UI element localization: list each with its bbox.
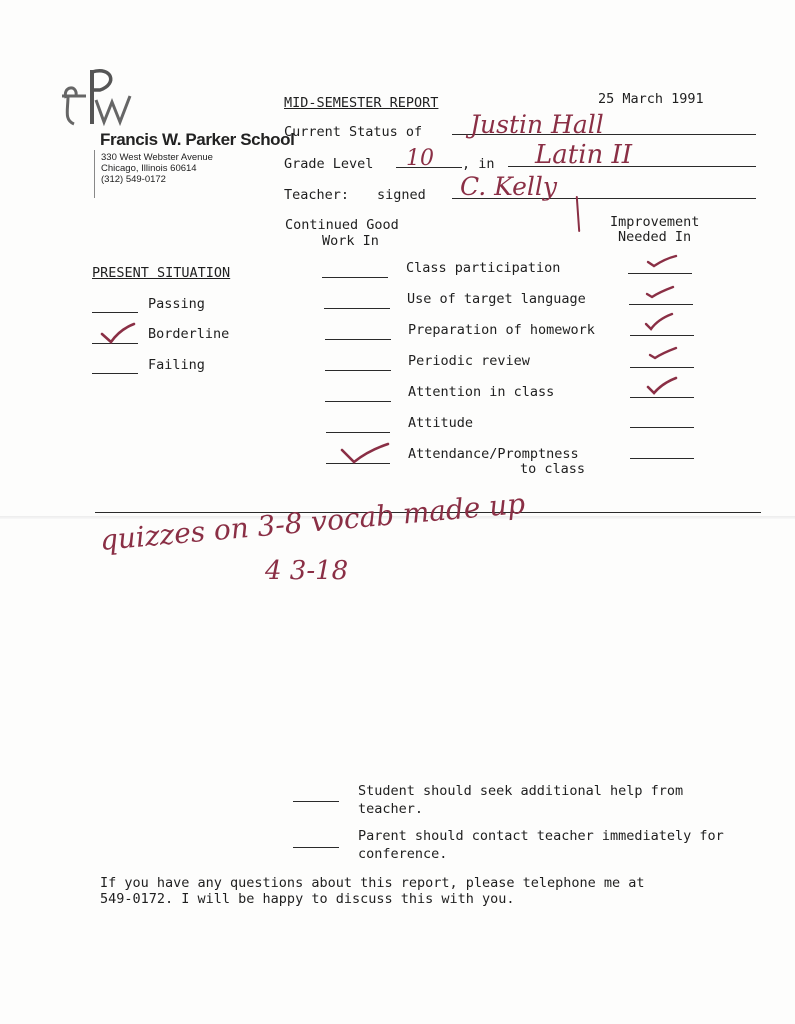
footer-line1: If you have any questions about this report, please telephone me at [100, 875, 645, 891]
signed-label: signed [377, 187, 426, 203]
handwritten-note-line1: quizzes on 3-8 vocab made up [98, 486, 527, 557]
criterion-target-language: Use of target language [407, 291, 586, 307]
school-logo-icon [56, 62, 138, 132]
school-address-line2: Chicago, Illinois 60614 [101, 163, 197, 174]
status-label: Current Status of [284, 124, 423, 140]
good-blank-4 [325, 370, 391, 371]
in-label: , in [462, 156, 495, 172]
passing-blank [92, 312, 138, 313]
school-address-line1: 330 West Webster Avenue [101, 152, 213, 163]
handwritten-note-line2: 4 3-18 [265, 556, 349, 586]
criterion-attitude: Attitude [408, 415, 474, 431]
improve-blank-6 [630, 427, 694, 428]
school-name: Francis W. Parker School [100, 130, 295, 149]
good-heading-line1: Continued Good [285, 217, 399, 233]
good-blank-6 [326, 432, 390, 433]
recommendation-blank-2 [293, 847, 339, 848]
teacher-label: Teacher: [284, 187, 350, 203]
criterion-attention: Attention in class [408, 384, 555, 400]
improve-blank-2 [629, 304, 693, 305]
student-name-handwritten: Justin Hall [470, 110, 604, 139]
teacher-signature: C. Kelly [460, 172, 558, 201]
failing-label: Failing [148, 357, 205, 373]
recommendation-2-line2: conference. [358, 846, 448, 862]
report-date: 25 March 1991 [598, 91, 704, 107]
footer-line2: 549-0172. I will be happy to discuss this with you. [100, 891, 515, 907]
improve-blank-1 [628, 273, 692, 274]
signature-tail [576, 196, 581, 232]
borderline-check-icon [100, 322, 136, 344]
good-blank-3 [325, 339, 391, 340]
improve-check-icon-4 [648, 346, 678, 362]
grade-handwritten: 10 [406, 146, 434, 171]
criterion-attendance-line2: to class [520, 461, 586, 477]
improve-check-icon-3 [644, 312, 674, 332]
grade-label: Grade Level [284, 156, 374, 172]
improve-check-icon-2 [645, 285, 675, 301]
criterion-periodic-review: Periodic review [408, 353, 530, 369]
passing-label: Passing [148, 296, 205, 312]
improve-heading-line2: Needed In [618, 229, 692, 245]
school-phone: (312) 549-0172 [101, 174, 166, 185]
good-blank-1 [322, 277, 388, 278]
subject-handwritten: Latin II [535, 140, 633, 170]
recommendation-1-line2: teacher. [358, 801, 424, 817]
report-title: MID-SEMESTER REPORT [284, 95, 439, 111]
improve-blank-3 [630, 335, 694, 336]
improve-check-icon-5 [646, 376, 678, 396]
improve-blank-5 [630, 397, 694, 398]
improve-check-icon-1 [646, 252, 678, 270]
improve-blank-7 [630, 458, 694, 459]
improve-heading-line1: Improvement [610, 214, 700, 230]
good-blank-5 [325, 401, 391, 402]
good-check-icon-7 [340, 440, 390, 466]
criterion-class-participation: Class participation [406, 260, 561, 276]
recommendation-blank-1 [293, 801, 339, 802]
good-blank-2 [324, 308, 390, 309]
improve-blank-4 [630, 367, 694, 368]
recommendation-2-line1: Parent should contact teacher immediately for [358, 828, 724, 844]
letterhead-divider [94, 150, 95, 198]
criterion-homework: Preparation of homework [408, 322, 595, 338]
good-heading-line2: Work In [322, 233, 379, 249]
criterion-attendance: Attendance/Promptness [408, 446, 579, 462]
recommendation-1-line1: Student should seek additional help from [358, 783, 684, 799]
present-situation-heading: PRESENT SITUATION [92, 265, 231, 281]
borderline-label: Borderline [148, 326, 230, 342]
failing-blank [92, 373, 138, 374]
